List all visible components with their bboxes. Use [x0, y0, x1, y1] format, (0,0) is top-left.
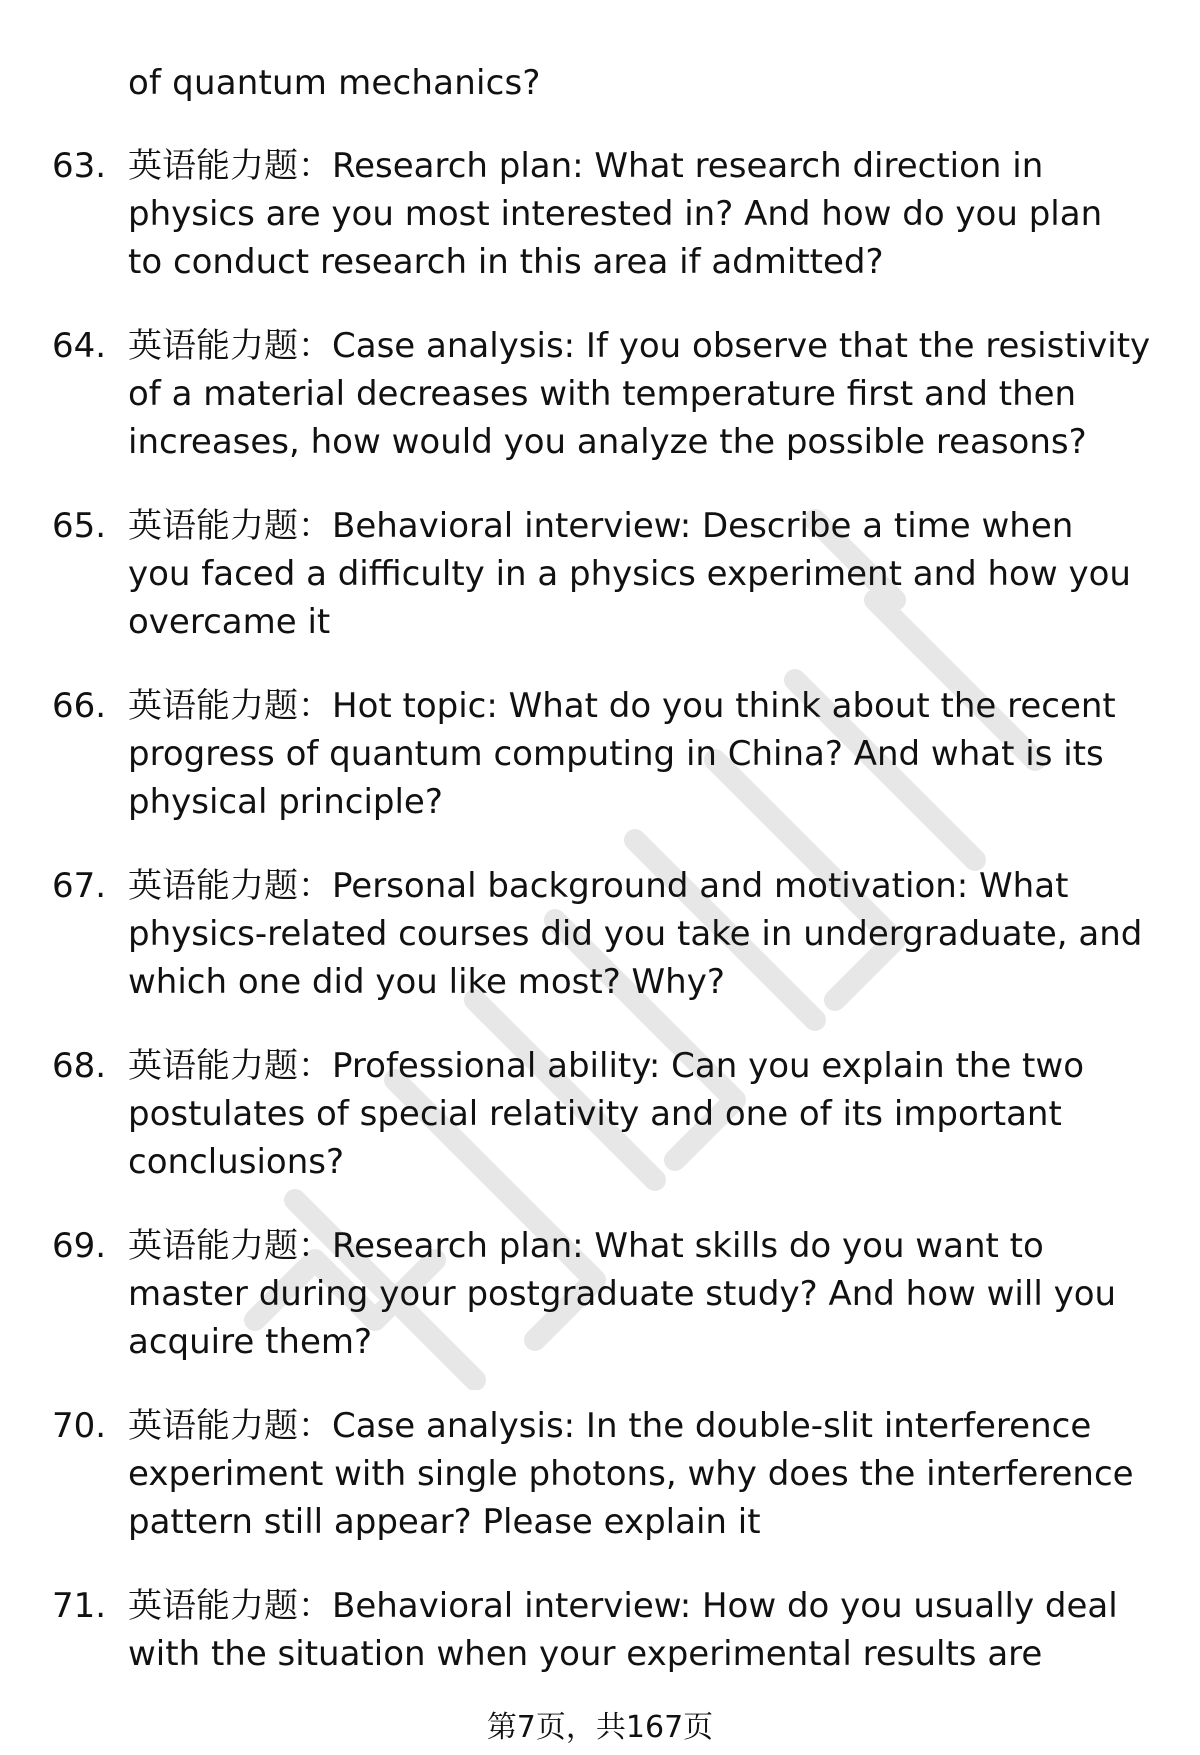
question-line: experiment with single photons, why does the interference [128, 1454, 1134, 1494]
question-number: 71. [52, 1586, 107, 1626]
question-line: you faced a difficulty in a physics experiment and how you [128, 554, 1131, 594]
question-number: 66. [52, 686, 107, 726]
question-number: 68. [52, 1046, 107, 1086]
question-line: physics are you most interested in? And how do you plan [128, 194, 1103, 234]
question-line: 英语能力题：Research plan: What skills do you want to [128, 1226, 1044, 1266]
question-line: 英语能力题：Personal background and motivation: What [128, 866, 1069, 906]
question-line: overcame it [128, 602, 331, 642]
question-line: 英语能力题：Research plan: What research direction in [128, 146, 1044, 186]
question-line: acquire them? [128, 1322, 373, 1362]
question-line: with the situation when your experimental results are [128, 1634, 1043, 1674]
question-line: to conduct research in this area if admitted? [128, 242, 884, 282]
question-number: 65. [52, 506, 107, 546]
question-line: 英语能力题：Case analysis: If you observe that the resistivity [128, 326, 1151, 366]
question-number: 63. [52, 146, 107, 186]
question-number: 69. [52, 1226, 107, 1266]
question-number: 67. [52, 866, 107, 906]
question-number: 70. [52, 1406, 107, 1446]
question-line: postulates of special relativity and one of its important [128, 1094, 1062, 1134]
question-line: physical principle? [128, 782, 443, 822]
question-line: conclusions? [128, 1142, 345, 1182]
continuation-text: of quantum mechanics? [128, 63, 541, 103]
question-number: 64. [52, 326, 107, 366]
question-line: increases, how would you analyze the possible reasons? [128, 422, 1087, 462]
question-line: 英语能力题：Case analysis: In the double-slit interference [128, 1406, 1092, 1446]
question-line: 英语能力题：Hot topic: What do you think about the recent [128, 686, 1116, 726]
question-line: 英语能力题：Professional ability: Can you explain the two [128, 1046, 1085, 1086]
question-line: 英语能力题：Behavioral interview: Describe a time when [128, 506, 1074, 546]
question-line: pattern still appear? Please explain it [128, 1502, 761, 1542]
question-line: physics-related courses did you take in undergraduate, and [128, 914, 1143, 954]
question-line: 英语能力题：Behavioral interview: How do you usually deal [128, 1586, 1118, 1626]
question-line: master during your postgraduate study? And how will you [128, 1274, 1117, 1314]
page-footer: 第7页，共167页 [486, 1710, 714, 1745]
question-line: progress of quantum computing in China? And what is its [128, 734, 1104, 774]
question-line: which one did you like most? Why? [128, 962, 725, 1002]
question-line: of a material decreases with temperature first and then [128, 374, 1077, 414]
